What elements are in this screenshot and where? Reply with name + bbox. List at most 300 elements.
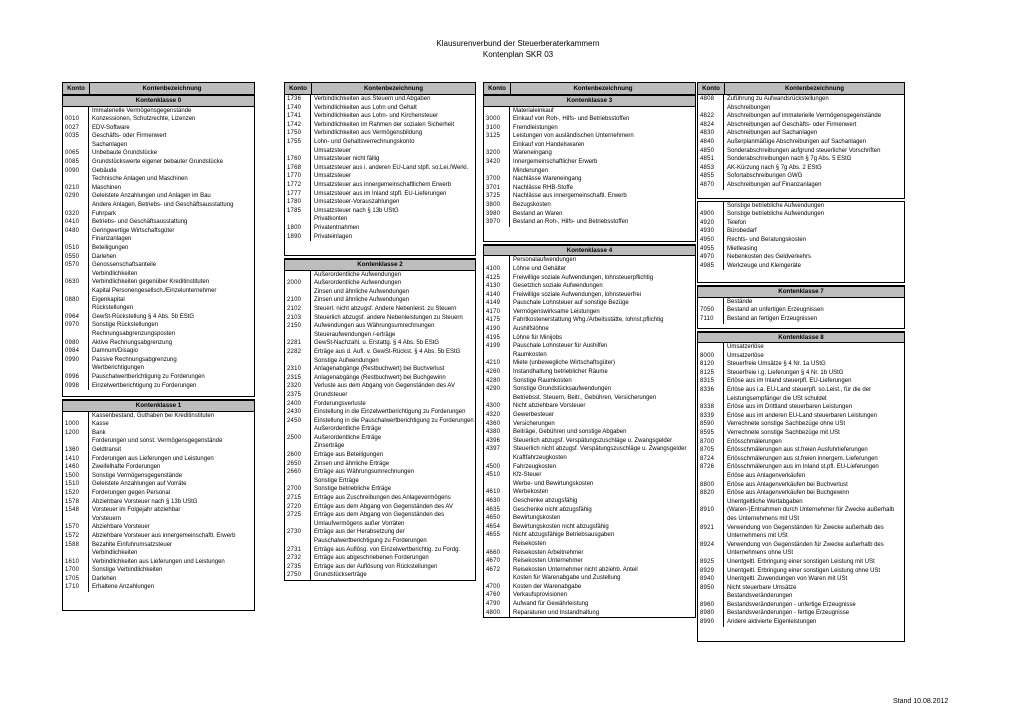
konto-number: 0550 [63,253,89,262]
account-row [698,412,904,421]
konto-number: 4830 [698,129,724,138]
konto-number: 1736 [285,95,311,104]
account-column-2 [284,82,476,583]
account-row [63,296,254,305]
konto-label: Anlagenabgänge (Restbuchwert) bei Buchverlust [314,366,445,373]
konto-header-cell: Konto [285,83,312,94]
konto-number: 4190 [484,325,510,334]
account-row [285,434,475,443]
konto-label: Gebäude [92,167,117,174]
konto-number: 1750 [285,129,311,138]
konto-label: Raumkosten [513,351,547,358]
account-row [698,210,904,219]
konto-number [63,107,89,116]
kontenklasse-band: Kontenklasse 0 [63,95,254,107]
konto-label: Rückstellungen [92,305,134,312]
account-row [484,566,695,575]
konto-number: 2715 [285,494,311,503]
konto-label: Andere Anlagen, Betriebs- und Geschäftsausstattung [92,202,234,209]
konto-label: Freiwillige soziale Aufwendungen, lohnsteuerpflichtig [513,274,654,281]
account-row [63,506,254,515]
konto-number: 2320 [285,382,311,391]
kontenklasse-box [483,82,696,242]
konto-number: 4822 [698,112,724,121]
account-row [63,175,254,184]
kontenklasse-box [62,399,255,611]
konto-label: Verkaufsprovisionen [513,592,568,599]
konto-label: Einstellung in die Pauschalwertberichtigung zu Forderungen [314,417,474,424]
konto-label: Unentgeltl. Erbringung einer sonstigen Leistung mit USt [727,558,875,565]
konto-number: 4760 [484,591,510,600]
konto-number: 4985 [698,262,724,271]
konto-number: 4670 [484,557,510,566]
account-row [285,494,475,503]
konto-number: 3970 [484,218,510,227]
konto-label: Reisekosten Unternehmer nicht abziehb. Anteil [513,566,638,573]
konto-number: 3725 [484,192,510,201]
konto-number [484,540,510,549]
konto-number [698,498,724,507]
account-row [285,425,475,434]
konto-label: Pauschalwertberichtigung zu Forderungen [92,373,205,380]
konto-number: 1510 [63,480,89,489]
konto-number: 4950 [698,236,724,245]
konto-label: Löhne für Minijobs [513,334,563,341]
konto-label: Verbindlichkeiten aus Vermögensbildung [314,130,423,137]
konto-label: Bewirtungskosten nicht abzugsfähig [513,523,609,530]
account-row [285,190,475,199]
konto-number: 4260 [484,368,510,377]
konto-label: Reisekosten [513,540,547,547]
account-row [484,583,695,592]
konto-label: Außerordentliche Erträge [314,434,382,441]
account-row [698,463,904,472]
konto-number: 2103 [285,314,311,323]
konto-number: 8800 [698,481,724,490]
account-row [484,600,695,609]
account-row [484,115,695,124]
konto-label: Bürobedarf [727,228,757,235]
konto-number: 4672 [484,566,510,575]
konto-label: Versicherungen [513,420,555,427]
konto-number: 0984 [63,347,89,356]
account-row [484,463,695,472]
account-row [698,343,904,352]
account-row [484,428,695,437]
konto-number: 4650 [484,514,510,523]
konto-label: Kasse [92,421,109,428]
konto-number: 2310 [285,365,311,374]
konto-number: 4290 [484,385,510,394]
account-row [63,356,254,365]
konto-label: Steuerfreie i.g. Lieferungen § 4 Nr. 1b UStG [727,369,844,376]
account-row [63,210,254,219]
konto-number [484,394,510,403]
konto-label: GewSt-Nachzahl. u. Erstattg. § 4 Abs. 5b EStG [314,340,440,347]
account-row [484,488,695,497]
konto-label: Verbindlichkeiten aus Lohn- und Kirchensteuer [314,113,439,120]
konto-label: Damnum/Disagio [92,348,139,355]
konto-number: 4149 [484,299,510,308]
account-row [484,394,695,403]
kontenklasse-box [697,331,905,642]
konto-label: Forderungen gegen Personal [92,489,171,496]
account-row [63,107,254,116]
konto-number: 1755 [285,138,311,147]
konto-number: 0990 [63,356,89,365]
account-row [484,282,695,291]
document-date: Stand 10.08.2012 [893,698,949,705]
account-row [285,224,475,233]
account-row [484,359,695,368]
konto-number [698,298,724,307]
account-row [484,574,695,583]
konto-number [63,235,89,244]
konto-label: Bezugskosten [513,202,551,209]
konto-number: 8000 [698,352,724,361]
konto-label: Werkzeuge und Kleingeräte [727,262,801,269]
konto-number: 8338 [698,403,724,412]
konto-label: Sonstige Rückstellungen [92,322,159,329]
account-row [698,472,904,481]
konto-label: Nicht abzugsfähige Betriebsausgaben [513,532,615,539]
account-row [484,540,695,549]
account-row [63,532,254,541]
konto-label: Innergemeinschaftlicher Erwerb [513,159,598,166]
account-row [484,557,695,566]
account-row [285,288,475,297]
konto-label: Umsatzsteuer nach § 13b UStG [314,207,399,214]
konto-label: Umsatzsteuer-Vorauszahlungen [314,199,400,206]
account-row [484,141,695,150]
kontenklasse-band: Kontenklasse 7 [698,286,904,298]
konto-number: 4320 [484,411,510,420]
konto-label: Umsatzerlöse [727,352,764,359]
konto-label: Steuerlich abzugsf. Verspätungszuschläge u. Zwangsgelder [513,437,673,444]
konto-number: 1777 [285,190,311,199]
bezeichnung-header-cell: Kontenbezeichnung [142,85,202,92]
account-row [484,549,695,558]
account-row [63,253,254,262]
account-row [484,411,695,420]
konto-number: 4955 [698,245,724,254]
konto-number: 8924 [698,541,724,558]
konto-label: Pauschale Lohnsteuer für Aushilfen [513,343,608,350]
konto-number: 8700 [698,438,724,447]
konto-number: 1520 [63,489,89,498]
konto-label: Geschenke nicht abzugsfähig [513,506,592,513]
account-row [484,454,695,463]
konto-number: 4510 [484,471,510,480]
konto-number: 1000 [63,420,89,429]
konto-number: 4175 [484,316,510,325]
account-row [285,528,475,545]
konto-number: 4210 [484,359,510,368]
document-title: Klausurenverbund der Steuerberaterkammern [436,39,600,48]
account-row [698,369,904,378]
konto-number: 2720 [285,503,311,512]
account-row [484,132,695,141]
konto-number: 4851 [698,155,724,164]
account-row [484,256,695,265]
konto-number: 1800 [285,224,311,233]
konto-number: 0630 [63,278,89,287]
account-row [63,192,254,201]
konto-number: 1410 [63,455,89,464]
konto-number: 4500 [484,463,510,472]
konto-number [285,357,311,366]
konto-label: Unentgeltl. Erbringung einer sonstigen Leistung ohne USt [727,567,881,574]
account-row [698,181,904,190]
konto-number: 4630 [484,497,510,506]
konto-number: 4125 [484,274,510,283]
konto-label: Geldtransit [92,446,122,453]
account-row [484,368,695,377]
konto-label: Erträge aus Auflösg. von Einzelwertberichtig. zu Fordg. [314,546,461,553]
konto-number: 0010 [63,115,89,124]
account-row [698,262,904,271]
konto-number: 0570 [63,261,89,270]
konto-number: 3701 [484,184,510,193]
kontenklasse-band: Kontenklasse 3 [484,95,695,107]
konto-number: 4700 [484,583,510,592]
konto-number [484,141,510,150]
konto-label: Erträge aus Zuschreibungen des Anlagevermögens [314,495,451,502]
konto-number: 4170 [484,308,510,317]
konto-label: Unbebaute Grundstücke [92,150,158,157]
account-row [285,417,475,426]
konto-number [63,412,89,421]
konto-number [698,104,724,113]
account-row [285,391,475,400]
account-row [484,480,695,489]
konto-number: 8125 [698,369,724,378]
account-row [698,592,904,601]
konto-number: 2500 [285,434,311,443]
konto-number: 1785 [285,207,311,216]
account-row [63,558,254,567]
konto-label: Verbindlichkeiten im Rahmen der sozialen Sicherheit [314,121,455,128]
konto-number: 2150 [285,322,311,331]
konto-label: Freiwillige soziale Aufwendungen, lohnsteuerfrei [513,291,642,298]
account-column-3 [483,82,696,620]
konto-number: 4900 [698,210,724,219]
konto-label: Bestand an Waren [513,210,563,217]
konto-label: Erträge aus der Auflösung von Rückstellungen [314,563,438,570]
account-row [484,107,695,116]
konto-number: 3980 [484,210,510,219]
konto-number: 0970 [63,321,89,330]
konto-label: Nachlässe aus innergemeinschaftl. Erwerb [513,193,627,200]
account-row [698,253,904,262]
konto-number: 3125 [484,132,510,141]
konto-number [484,480,510,489]
konto-number: 7110 [698,315,724,324]
account-row [63,304,254,313]
konto-number: 8960 [698,601,724,610]
konto-label: Wareneingang [513,150,552,157]
konto-label: Beteiligungen [92,245,129,251]
account-row [484,218,695,227]
account-row [484,351,695,360]
konto-label: Sachanlagen [92,141,128,148]
account-row [63,330,254,339]
konto-label: Erlöse aus i.a. EU-Land steuerpfl. so.Leist., für die der Leistungsempfänger die USt schuldet [727,387,872,402]
konto-number [484,256,510,265]
konto-label: Forderungen aus Lieferungen und Leistungen [92,455,214,462]
account-row [63,549,254,558]
konto-number: 1460 [63,463,89,472]
konto-label: Außerordentliche Erträge [314,426,382,433]
konto-label: Sonstige Vermögensgegenstände [92,472,183,479]
account-row [484,158,695,167]
konto-number: 8724 [698,455,724,464]
account-row [285,121,475,130]
konto-number: 1572 [63,532,89,541]
konto-number: 8820 [698,489,724,498]
konto-number: 1770 [285,172,311,181]
document-subtitle: Kontenplan SKR 03 [482,49,554,59]
account-row [484,184,695,193]
konto-label: Kosten der Warenabgabe [513,583,582,590]
konto-label: Geschäfts- oder Firmenwert [92,133,167,140]
table-header-row [698,83,904,95]
account-row [285,382,475,391]
konto-label: Bestand an fertigen Erzeugnissen [727,315,818,322]
account-row [285,374,475,383]
account-row [484,325,695,334]
account-row [63,429,254,438]
konto-number [698,343,724,352]
konto-number: 2281 [285,339,311,348]
konto-number: 2750 [285,571,311,580]
konto-number [484,574,510,583]
account-row [484,265,695,274]
konto-number: 1780 [285,198,311,207]
konto-label: Unentgeltliche Wertabgaben [727,498,803,505]
konto-label: Kraftfahrzeugkosten [513,454,567,461]
account-row [698,506,904,523]
konto-label: Erlöse aus Anlagenverkäufen bei Buchverlust [727,481,848,488]
konto-label: Erlösschmälerungen aus st.freien Ausfuhrlieferungen [727,447,868,454]
account-row [484,299,695,308]
konto-number: 4808 [698,95,724,104]
konto-label: Leistungen von ausländischen Unternehmern [513,133,634,140]
account-row [484,210,695,219]
konto-label: Instandhaltung betrieblicher Räume [513,369,608,376]
konto-label: Kfz-Steuer [513,472,542,479]
konto-number: 2375 [285,391,311,400]
kontenklasse-box [62,82,255,397]
account-row [698,584,904,593]
kontenklasse-box [697,285,905,328]
account-row [63,420,254,429]
account-row [698,245,904,254]
konto-label: Sonstige betriebliche Aufwendungen [727,211,825,218]
konto-label: Miete (unbewegliche Wirtschaftsgüter) [513,360,616,367]
account-row [484,201,695,210]
konto-number [698,202,724,211]
konto-number: 1500 [63,472,89,481]
konto-number: 8950 [698,584,724,593]
account-row [698,236,904,245]
konto-number: 4140 [484,291,510,300]
bezeichnung-header-cell: Kontenbezeichnung [784,85,845,92]
konto-header-cell: Konto [698,83,725,94]
konto-number: 0210 [63,184,89,193]
konto-label: Abschreibungen auf immaterielle Vermögensgegenstände [727,113,882,120]
account-row [698,298,904,307]
konto-label: Materialeinkauf [513,107,554,114]
konto-label: Grundsteuer [314,391,348,398]
kontenklasse-box [483,244,696,618]
account-row [63,244,254,253]
konto-label: Verwendung von Gegenständen für Zwecke außerhalb des Unternehmens mit USt [727,524,884,540]
account-row [285,563,475,572]
konto-number: 4100 [484,265,510,274]
konto-number: 2315 [285,374,311,383]
konto-number: 1772 [285,181,311,190]
account-row [63,313,254,322]
konto-number: 1742 [285,121,311,130]
account-row [63,287,254,296]
konto-label: Verwendung von Gegenständen für Zwecke außerhalb des Unternehmens ohne USt [727,541,884,557]
konto-number [63,364,89,373]
konto-label: Darlehen [92,253,117,260]
konto-label: Erlöse aus im Drittland steuerbaren Leistungen [727,404,853,411]
konto-number: 2430 [285,408,311,417]
account-row [698,95,904,104]
account-row [285,138,475,147]
account-row [698,558,904,567]
account-row [698,541,904,558]
konto-number [63,549,89,558]
konto-label: Anlagenabgänge (Restbuchwert) bei Buchgewinn [314,374,446,381]
account-row [63,141,254,150]
account-row [63,373,254,382]
konto-number: 4930 [698,227,724,236]
konto-number: 4853 [698,164,724,173]
konto-number: 1705 [63,575,89,584]
account-row [63,149,254,158]
account-row [698,147,904,156]
konto-number: 4824 [698,121,724,130]
konto-number: 4855 [698,172,724,181]
konto-number: 8705 [698,446,724,455]
account-row [484,437,695,446]
konto-label: Finanzanlagen [92,236,132,243]
account-row [698,601,904,610]
account-row [484,175,695,184]
account-row [63,201,254,210]
konto-label: AK-Kürzung nach § 7g Abs. 2 EStG [727,164,822,171]
konto-label: Verbindlichkeiten aus Lieferungen und Leistungen [92,558,225,565]
document-header [60,39,976,60]
konto-number: 8921 [698,524,724,541]
account-row [63,455,254,464]
konto-number: 0410 [63,218,89,227]
account-row [484,471,695,480]
konto-label: Nachlässe RHB-Stoffe [513,184,573,191]
account-row [698,104,904,113]
konto-label: Zinserträge [314,443,345,450]
account-row [285,571,475,580]
konto-number: 4850 [698,147,724,156]
account-row [285,365,475,374]
konto-number: 4920 [698,219,724,228]
account-row [285,164,475,173]
konto-label: Zinsen und ähnliche Aufwendungen [314,297,410,304]
